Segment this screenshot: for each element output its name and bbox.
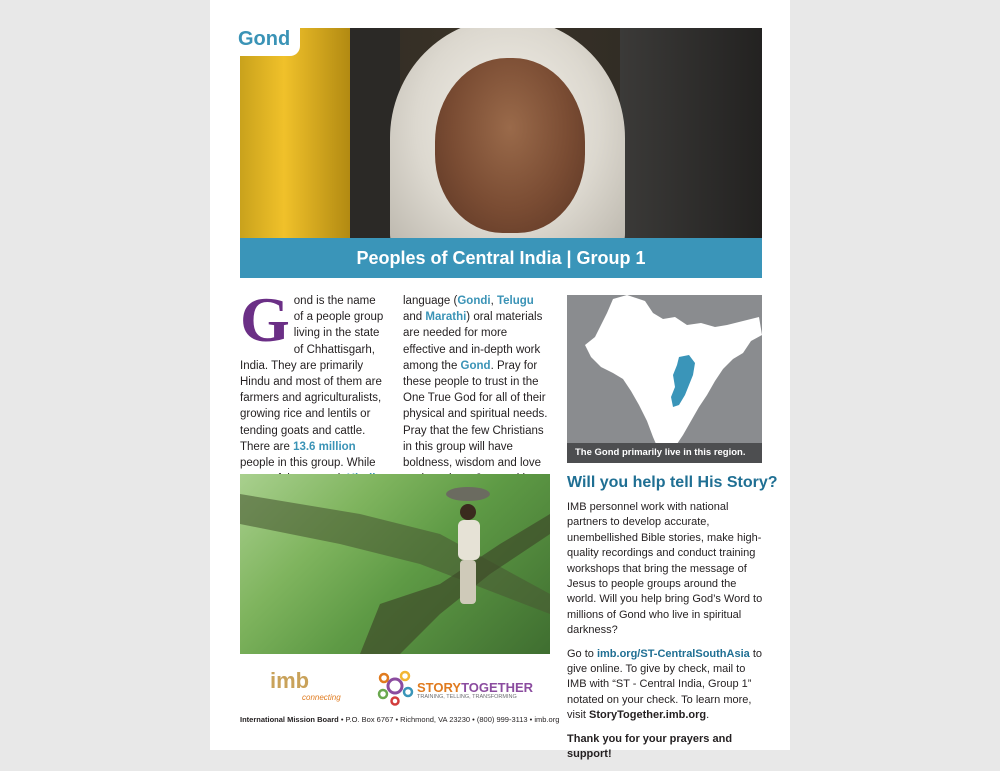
region-group-banner: Peoples of Central India | Group 1	[240, 238, 762, 278]
india-region-map	[567, 295, 762, 463]
storytogether-wordmark	[417, 680, 533, 695]
call-to-action-text	[567, 500, 767, 771]
body-text: ond is the name of a people group living in the state of Chhattisgarh, India. They are primarily Hindu and most of them are farmers and agriculturalists, growing rice and lentils or tending goats and cattle. There are	[240, 295, 384, 453]
language-highlight-telugu: Telugu	[496, 295, 534, 307]
wordmark-together: TOGETHER	[461, 680, 534, 695]
imb-logo-subtitle: connecting	[302, 693, 341, 702]
wordmark-story: STORY	[417, 680, 462, 695]
farmer-basket	[446, 487, 490, 501]
footer-org-name: International Mission Board	[240, 715, 339, 724]
call-to-action-paragraph: IMB personnel work with national partners to develop accurate, unembellished Bible stories, make high-quality recordings and conduct training workshops that bring the message of Jesus to people groups around the world. Will you help bring God’s Word to millions of Gond who live in spiritual darkness?	[567, 501, 763, 637]
giving-text: to give online. To give by check, mail to IMB with “ST - Central India, Group 1” notated on your check. To learn more, visit	[567, 647, 762, 722]
language-highlight-marathi: Marathi	[425, 311, 467, 324]
footer-contact	[240, 715, 559, 724]
body-text: people in this group. While	[240, 457, 376, 470]
farmer-body	[458, 520, 480, 560]
storytogether-logo	[375, 666, 534, 706]
farmer-head	[460, 504, 476, 520]
hero-photo-background	[620, 28, 762, 238]
prayer-card-page	[210, 0, 790, 761]
body-text: . Pray for these people to trust in the One True God for all of their physical and spiritual needs. Pray that the few Christians in this group will have boldness, wisdom and love	[403, 359, 548, 470]
hero-photo-yellow-vehicle	[240, 28, 350, 238]
call-to-action-title: Will you help tell His Story?	[567, 474, 778, 491]
body-text: and	[403, 311, 426, 324]
body-column-2	[403, 293, 553, 504]
rice-field-photo	[240, 474, 550, 654]
body-text: ,	[490, 295, 497, 307]
people-highlight-gond: Gond	[460, 359, 491, 372]
farmer-legs	[460, 560, 476, 604]
storytogether-tagline: TRAINING, TELLING, TRANSFORMING	[417, 694, 517, 700]
rice-field-graphic	[240, 474, 550, 654]
population-highlight: 13.6 million	[293, 440, 356, 453]
hero-photo-face	[435, 58, 585, 233]
imb-logo: imb	[270, 668, 310, 693]
map-caption: The Gond primarily live in this region.	[567, 443, 762, 463]
giving-link[interactable]: imb.org/ST-CentralSouthAsia	[596, 647, 750, 660]
giving-instructions	[567, 647, 767, 724]
language-highlight-gondi: Gondi	[457, 295, 491, 307]
giving-text: .	[706, 709, 710, 722]
people-group-tag	[238, 28, 300, 56]
body-text: ) oral materials are needed for more effective and in-depth work among the	[403, 311, 543, 372]
footer-address: • P.O. Box 6767 • Richmond, VA 23230 • (800) 999-3113 • imb.org	[338, 715, 560, 724]
people-group-name: Gond	[238, 28, 291, 50]
giving-text: Go to	[567, 647, 597, 660]
drop-cap: G	[240, 284, 290, 355]
story-together-link[interactable]: StoryTogether.imb.org	[589, 709, 707, 722]
india-map-graphic	[567, 295, 762, 463]
body-text: language (	[403, 295, 458, 307]
storytogether-circles-icon	[375, 666, 415, 706]
hero-photo-elderly-woman	[240, 28, 762, 238]
thank-you-line: Thank you for your prayers and support!	[567, 732, 733, 761]
